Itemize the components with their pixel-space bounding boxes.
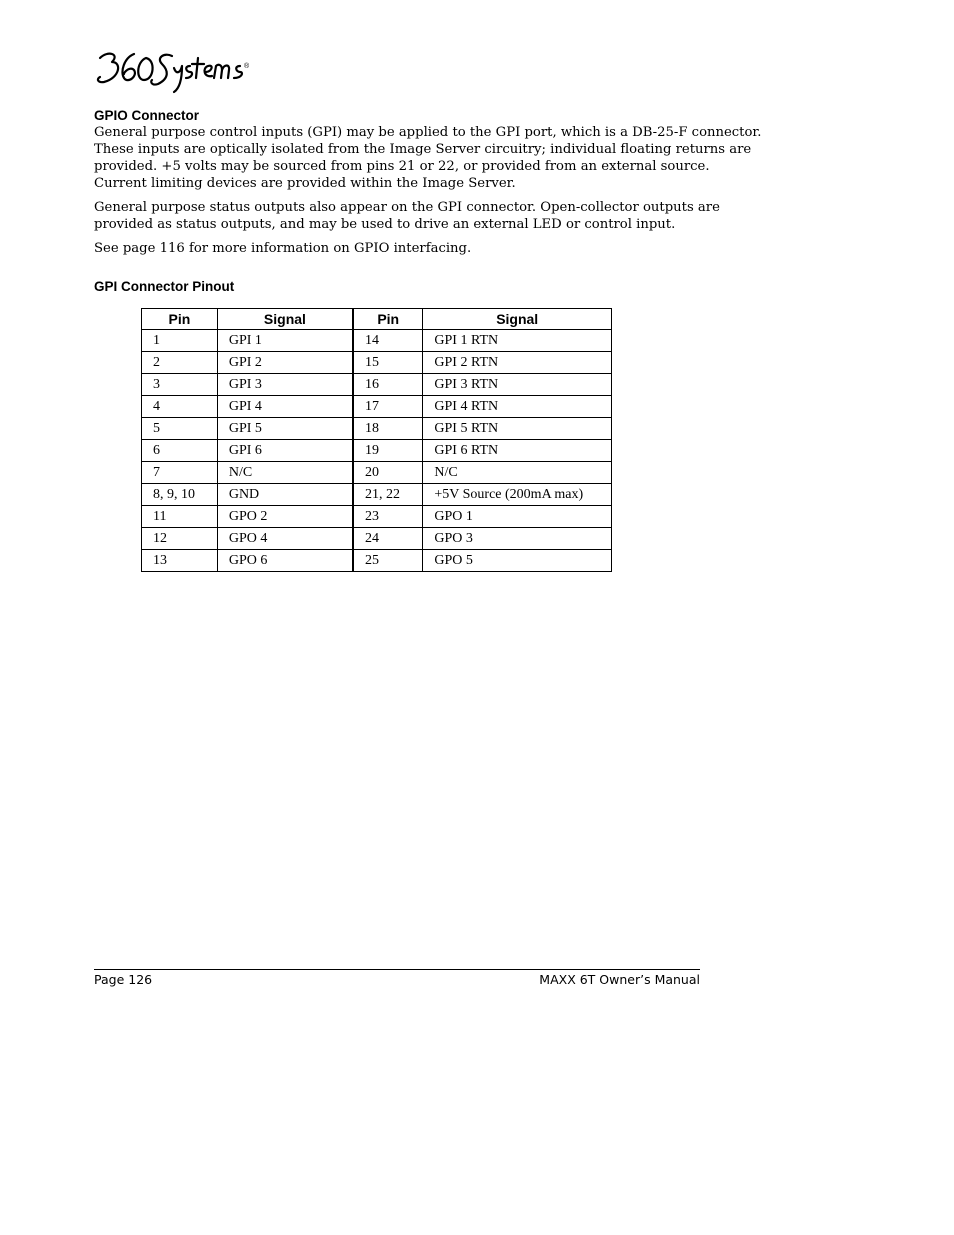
column-header-signal: Signal xyxy=(217,309,353,330)
pin-cell: 15 xyxy=(353,352,423,374)
company-logo xyxy=(94,44,254,94)
pin-cell: 13 xyxy=(142,550,218,572)
pin-cell: 14 xyxy=(353,330,423,352)
gpio-paragraph-2 xyxy=(94,199,724,233)
signal-cell: GPI 4 RTN xyxy=(423,396,612,418)
column-header-pin: Pin xyxy=(142,309,218,330)
table-row xyxy=(142,374,612,396)
paragraph-line: provided as status outputs, and may be used to drive an external LED or control input. xyxy=(94,217,676,232)
pin-cell: 21, 22 xyxy=(353,484,423,506)
signal-cell: GPI 2 xyxy=(217,352,353,374)
pin-cell: 24 xyxy=(353,528,423,550)
signal-cell: GPI 5 xyxy=(217,418,353,440)
footer-divider xyxy=(94,969,700,970)
pin-cell: 23 xyxy=(353,506,423,528)
paragraph-line: provided. +5 volts may be sourced from pins 21 or 22, or provided from an external source. xyxy=(94,159,710,174)
signal-cell: GPO 1 xyxy=(423,506,612,528)
table-row xyxy=(142,462,612,484)
signal-cell: +5V Source (200mA max) xyxy=(423,484,612,506)
table-row xyxy=(142,330,612,352)
svg-text:®: ® xyxy=(244,63,250,70)
gpio-connector-heading: GPIO Connector xyxy=(94,108,200,123)
pin-cell: 4 xyxy=(142,396,218,418)
pin-cell: 20 xyxy=(353,462,423,484)
pin-cell: 1 xyxy=(142,330,218,352)
pin-cell: 5 xyxy=(142,418,218,440)
signal-cell: GPO 3 xyxy=(423,528,612,550)
table-row xyxy=(142,484,612,506)
signal-cell: GPO 4 xyxy=(217,528,353,550)
pin-cell: 25 xyxy=(353,550,423,572)
pin-cell: 12 xyxy=(142,528,218,550)
gpi-pinout-table xyxy=(141,308,612,572)
paragraph-line: General purpose control inputs (GPI) may be applied to the GPI port, which is a DB-25-F connector. xyxy=(94,125,762,140)
360-systems-logo-icon xyxy=(94,44,254,94)
signal-cell: GPI 2 RTN xyxy=(423,352,612,374)
manual-title: MAXX 6T Owner’s Manual xyxy=(539,972,700,987)
page-number: Page 126 xyxy=(94,972,153,987)
table-row xyxy=(142,352,612,374)
paragraph-line: These inputs are optically isolated from the Image Server circuitry; individual floating returns are xyxy=(94,142,752,157)
gpio-paragraph-3 xyxy=(94,240,724,257)
pin-cell: 11 xyxy=(142,506,218,528)
signal-cell: GPI 3 xyxy=(217,374,353,396)
signal-cell: GPO 2 xyxy=(217,506,353,528)
table-row xyxy=(142,550,612,572)
table-row xyxy=(142,396,612,418)
signal-cell: N/C xyxy=(423,462,612,484)
pin-cell: 8, 9, 10 xyxy=(142,484,218,506)
paragraph-line: See page 116 for more information on GPIO interfacing. xyxy=(94,241,472,256)
signal-cell: GND xyxy=(217,484,353,506)
gpi-pinout-heading: GPI Connector Pinout xyxy=(94,279,235,294)
table-row xyxy=(142,528,612,550)
pin-cell: 6 xyxy=(142,440,218,462)
signal-cell: GPO 6 xyxy=(217,550,353,572)
gpio-paragraph-1 xyxy=(94,124,762,192)
pin-cell: 19 xyxy=(353,440,423,462)
signal-cell: GPI 3 RTN xyxy=(423,374,612,396)
table-header-row xyxy=(142,309,612,330)
table-row xyxy=(142,506,612,528)
signal-cell: GPI 6 xyxy=(217,440,353,462)
table-row xyxy=(142,418,612,440)
signal-cell: N/C xyxy=(217,462,353,484)
pin-cell: 16 xyxy=(353,374,423,396)
pin-cell: 17 xyxy=(353,396,423,418)
signal-cell: GPI 1 xyxy=(217,330,353,352)
pin-cell: 3 xyxy=(142,374,218,396)
table-row xyxy=(142,440,612,462)
pin-cell: 7 xyxy=(142,462,218,484)
signal-cell: GPI 6 RTN xyxy=(423,440,612,462)
pin-cell: 2 xyxy=(142,352,218,374)
column-header-signal: Signal xyxy=(423,309,612,330)
signal-cell: GPI 5 RTN xyxy=(423,418,612,440)
column-header-pin: Pin xyxy=(353,309,423,330)
paragraph-line: Current limiting devices are provided within the Image Server. xyxy=(94,176,516,191)
pin-cell: 18 xyxy=(353,418,423,440)
signal-cell: GPI 1 RTN xyxy=(423,330,612,352)
signal-cell: GPO 5 xyxy=(423,550,612,572)
signal-cell: GPI 4 xyxy=(217,396,353,418)
paragraph-line: General purpose status outputs also appear on the GPI connector. Open-collector outputs are xyxy=(94,200,720,215)
